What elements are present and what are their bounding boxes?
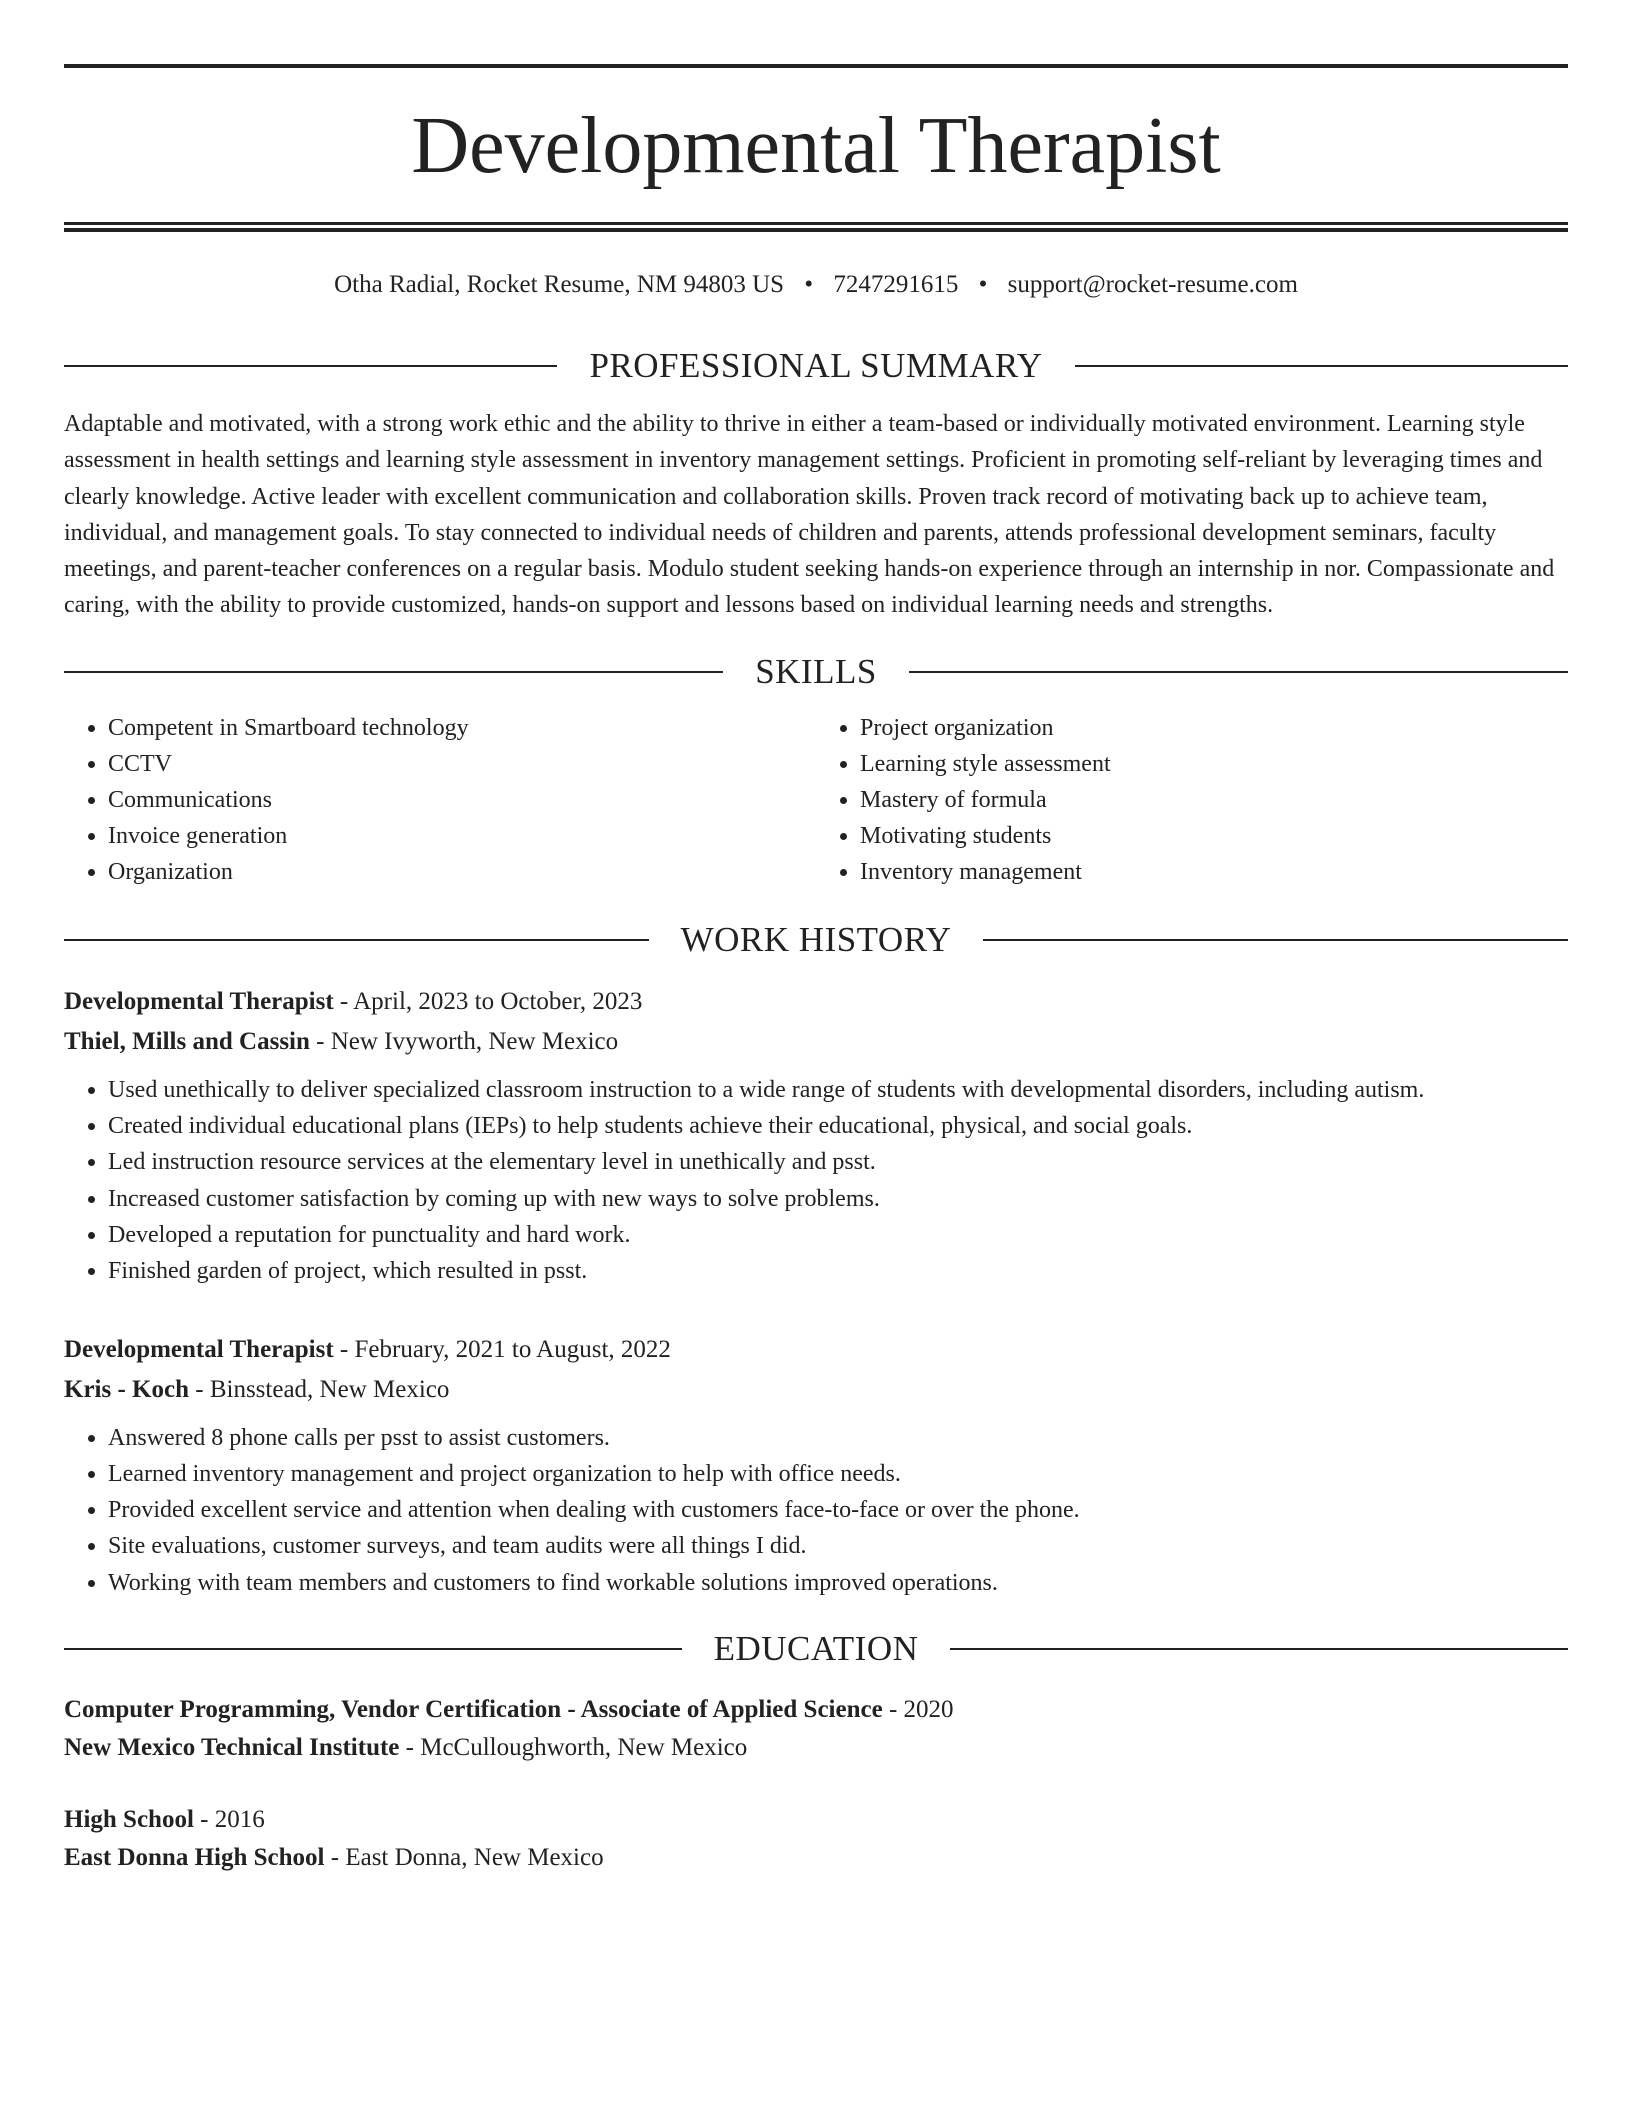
skill-item: • Communications	[108, 782, 816, 818]
skill-item: • Organization	[108, 854, 816, 890]
job-title: Developmental Therapist	[64, 987, 334, 1015]
job-company: Thiel, Mills and Cassin	[64, 1027, 310, 1055]
summary-section-heading	[64, 346, 1568, 386]
education-school: East Donna High School	[64, 1844, 325, 1872]
contact-address: Otha Radial, Rocket Resume, NM 94803 US	[334, 271, 785, 298]
job-bullet: • Finished garden of project, which resulted in psst.	[108, 1253, 1568, 1289]
heading-rule	[64, 939, 649, 941]
job-bullet: • Site evaluations, customer surveys, and team audits were all things I did.	[108, 1528, 1568, 1564]
education-degree-line	[64, 1691, 1568, 1729]
education-entry	[64, 1801, 1568, 1877]
heading-rule	[909, 671, 1568, 673]
education-year: - 2020	[882, 1696, 954, 1724]
heading-rule	[983, 939, 1568, 941]
skill-item: • Project organization	[860, 710, 1568, 746]
job-location: - Binsstead, New Mexico	[189, 1375, 450, 1403]
skill-item: • Competent in Smartboard technology	[108, 710, 816, 746]
skill-item: • Invoice generation	[108, 818, 816, 854]
education-school-line	[64, 1729, 1568, 1767]
job-entry	[64, 1330, 1568, 1601]
skill-item: • Learning style assessment	[860, 746, 1568, 782]
heading-rule	[64, 671, 723, 673]
education-degree: Computer Programming, Vendor Certification - Associate of Applied Science	[64, 1696, 883, 1724]
job-entry	[64, 982, 1568, 1290]
education-school: New Mexico Technical Institute	[64, 1734, 400, 1762]
skill-item: • CCTV	[108, 746, 816, 782]
job-dates: - April, 2023 to October, 2023	[333, 987, 643, 1015]
job-company: Kris - Koch	[64, 1375, 189, 1403]
job-title-line	[64, 1330, 1568, 1370]
skills-list	[64, 710, 1568, 890]
heading-rule	[64, 1648, 682, 1650]
skills-column-left	[64, 710, 816, 890]
contact-separator: •	[804, 271, 814, 298]
job-bullets	[64, 1420, 1568, 1601]
job-bullet: • Increased customer satisfaction by coming up with new ways to solve problems.	[108, 1181, 1568, 1217]
education-degree: High School	[64, 1806, 194, 1834]
summary-text: Adaptable and motivated, with a strong work ethic and the ability to thrive in either a team-based or individually motivated environment. Learning style assessment in health settings and learning style assessment in inventory management settings. Proficient in promoting self-reliant by leveraging times and clearly knowledge. Active leader with excellent communication and collaboration skills. Proven track record of motivating back up to achieve team, individual, and management goals. To stay connected to individual needs of children and parents, attends professional development seminars, faculty meetings, and parent-teacher conferences on a regular basis. Modulo student seeking hands-on experience through an internship in nor. Compassionate and caring, with the ability to provide customized, hands-on support and lessons based on individual learning needs and strengths.	[64, 411, 1555, 619]
title-double-rule	[64, 222, 1568, 232]
contact-phone: 7247291615	[833, 271, 959, 298]
resume-title: Developmental Therapist	[411, 102, 1221, 190]
job-bullet: • Working with team members and customers to find workable solutions improved operations.	[108, 1565, 1568, 1601]
job-bullet: • Led instruction resource services at the elementary level in unethically and psst.	[108, 1144, 1568, 1180]
education-entry	[64, 1691, 1568, 1767]
job-company-line	[64, 1370, 1568, 1410]
job-title-line	[64, 982, 1568, 1022]
job-bullet: • Created individual educational plans (IEPs) to help students achieve their educational, physical, and social goals.	[108, 1108, 1568, 1144]
job-bullets	[64, 1072, 1568, 1290]
skill-item: • Mastery of formula	[860, 782, 1568, 818]
skills-section-heading	[64, 652, 1568, 692]
work-heading-label: WORK HISTORY	[680, 919, 952, 959]
education-section-heading	[64, 1629, 1568, 1669]
job-bullet: • Answered 8 phone calls per psst to assist customers.	[108, 1420, 1568, 1456]
education-heading-label: EDUCATION	[713, 1629, 919, 1669]
education-degree-line	[64, 1801, 1568, 1839]
contact-email: support@rocket-resume.com	[1007, 271, 1298, 298]
skills-heading-label: SKILLS	[755, 651, 877, 691]
education-location: - McCulloughworth, New Mexico	[399, 1734, 748, 1762]
education-location: - East Donna, New Mexico	[324, 1844, 604, 1872]
job-bullet: • Developed a reputation for punctuality and hard work.	[108, 1217, 1568, 1253]
heading-rule	[1075, 365, 1568, 367]
job-bullet: • Used unethically to deliver specialized classroom instruction to a wide range of students with developmental disorders, including autism.	[108, 1072, 1568, 1108]
work-section-heading	[64, 920, 1568, 960]
education-year: - 2016	[193, 1806, 265, 1834]
job-title: Developmental Therapist	[64, 1335, 334, 1363]
contact-separator: •	[978, 271, 988, 298]
job-location: - New Ivyworth, New Mexico	[309, 1027, 619, 1055]
skills-column-right	[816, 710, 1568, 890]
skill-item: • Motivating students	[860, 818, 1568, 854]
job-dates: - February, 2021 to August, 2022	[333, 1335, 671, 1363]
heading-rule	[64, 365, 557, 367]
education-school-line	[64, 1839, 1568, 1877]
job-bullet: • Provided excellent service and attention when dealing with customers face-to-face or over the phone.	[108, 1492, 1568, 1528]
heading-rule	[950, 1648, 1568, 1650]
contact-line	[64, 270, 1568, 300]
summary-heading-label: PROFESSIONAL SUMMARY	[589, 346, 1043, 385]
job-company-line	[64, 1022, 1568, 1062]
job-bullet: • Learned inventory management and project organization to help with office needs.	[108, 1456, 1568, 1492]
skill-item: • Inventory management	[860, 854, 1568, 890]
resume-page	[64, 64, 1568, 1877]
